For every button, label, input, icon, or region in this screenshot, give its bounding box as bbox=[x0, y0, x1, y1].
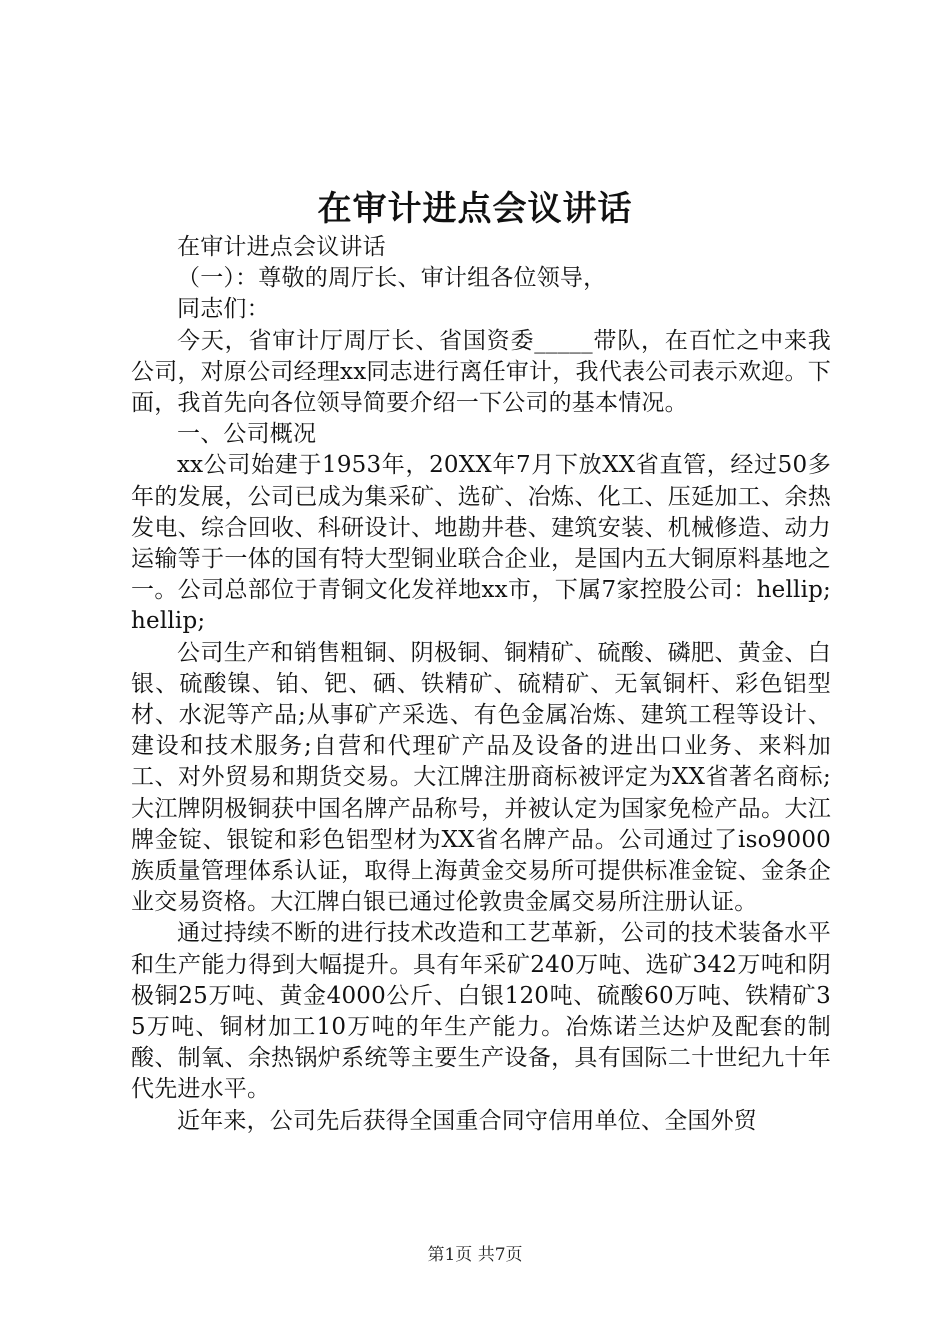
paragraph-honors: 近年来，公司先后获得全国重合同守信用单位、全国外贸 bbox=[177, 1107, 757, 1134]
paragraph-products: 公司生产和销售粗铜、阴极铜、铜精矿、硫酸、磷肥、黄金、白银、硫酸镍、铂、钯、硒、铁精矿、硫精矿、无氧铜杆、彩色铝型材、水泥等产品;从事矿产采选、有色金属冶炼、建筑工程等设计、建设和技术服务;自营和代理矿产品及设备的进出口业务、来料加工、对外贸易和期货交易。大江牌注册商标被评定为XX省著名商标;大江牌阴极铜获中国名牌产品称号，并被认定为国家免检产品。大江牌金锭、银锭和彩色铝型材为XX省名牌产品。公司通过了iso9000族质量管理体系认证，取得上海黄金交易所可提供标准金锭、金条企业交易资格。大江牌白银已通过伦敦贵金属交易所注册认证。 bbox=[131, 639, 831, 916]
paragraph-welcome: 今天，省审计厅周厅长、省国资委_____带队，在百忙之中来我公司，对原公司经理xx同志进行离任审计，我代表公司表示欢迎。下面，我首先向各位领导简要介绍一下公司的基本情况。 bbox=[131, 327, 831, 417]
paragraph-salutation: （一）：尊敬的周厅长、审计组各位领导， bbox=[177, 265, 607, 292]
document-title: 在审计进点会议讲话 bbox=[317, 189, 633, 229]
paragraph-subtitle: 在审计进点会议讲话 bbox=[177, 234, 386, 260]
page-footer: 第1页 共7页 bbox=[427, 1245, 523, 1265]
document-body bbox=[131, 232, 831, 1137]
paragraph-capacity: 通过持续不断的进行技术改造和工艺革新，公司的技术装备水平和生产能力得到大幅提升。具有年采矿240万吨、选矿342万吨和阴极铜25万吨、黄金4000公斤、白银120吨、硫酸60万吨、铁精矿35万吨、铜材加工10万吨的年生产能力。冶炼诺兰达炉及配套的制酸、制氧、余热锅炉系统等主要生产设备，具有国际二十世纪九十年代先进水平。 bbox=[131, 920, 831, 1103]
paragraph-company-history: xx公司始建于1953年，20XX年7月下放XX省直管，经过50多年的发展，公司已成为集采矿、选矿、冶炼、化工、压延加工、余热发电、综合回收、科研设计、地勘井巷、建筑安装、机械修造、动力运输等于一体的国有特大型铜业联合企业，是国内五大铜原料基地之一。公司总部位于青铜文化发祥地xx市，下属7家控股公司：hellip;hellip; bbox=[131, 452, 831, 635]
section-heading-company-overview: 一、公司概况 bbox=[177, 421, 317, 448]
paragraph-comrades: 同志们： bbox=[177, 296, 270, 323]
